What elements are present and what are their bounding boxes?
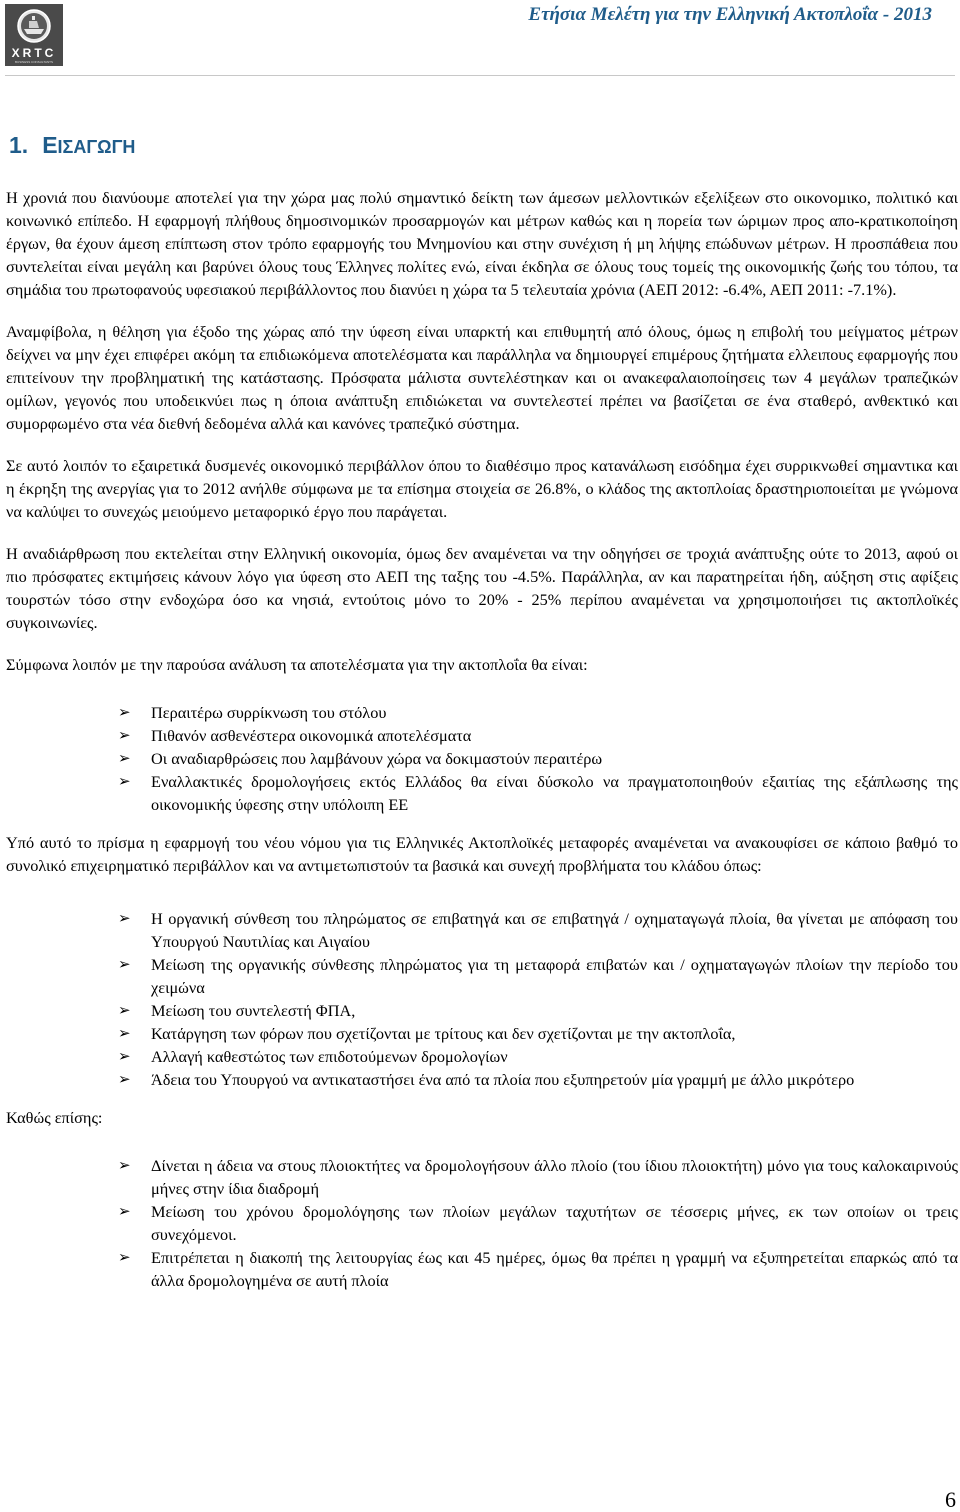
results-list (6, 701, 958, 816)
paragraph-new-law: Υπό αυτό το πρίσμα η εφαρμογή του νέου νόμου για τις Ελληνικές Ακτοπλοϊκές μεταφορές αναμένεται να ανακουφίσει σε κάποιο βαθμό το συνολικό επιχειρηματικό περιβάλλον και να αντιμετωπιστούν τα βασικά και συνεχή προβλήματα του κλάδου όπως: (6, 833, 958, 875)
section-title-rest: ΙΣΑΓΩΓΗ (57, 137, 136, 157)
list-item: ➢ Επιτρέπεται η διακοπή της λειτουργίας έως και 45 ημέρες, όμως θα πρέπει η γραμμή να εξυπηρετείται επαρκώς από τα άλλα δρομολογημένα σε αυτή πλοία (118, 1246, 958, 1292)
section-number: 1. (9, 132, 29, 158)
list-item: ➢ Άδεια του Υπουργού να αντικαταστήσει ένα από τα πλοία που εξυπηρετούν μία γραμμή με άλλο μικρότερο (118, 1068, 958, 1091)
paragraph-economy: Σε αυτό λοιπόν το εξαιρετικά δυσμενές οικονομικό περιβάλλον όπου το διαθέσιμο προς κατανάλωση εισόδημα έχει συρρικνωθεί σημαντικα και η έκρηξη της ανεργίας για το 2012 ανήλθε σύμφωνα με τα επίσημα στοιχεία σε 26.8%, ο κλάδος της ακτοπλοίας δραστηριοποιείται με γνώμονα να καλύψει το συνεχώς μειούμενο μεταφορικό έργο που παράγεται. (6, 456, 958, 521)
document-body (6, 186, 958, 1307)
logo-text: XRTC (11, 46, 57, 60)
paragraph-restructuring: Η αναδιάρθρωση που εκτελείται στην Ελληνική οικονομία, όμως δεν αναμένεται να την οδηγήσει σε τροχιά ανάπτυξης ούτε το 2013, αφού οι πιο πρόσφατες εκτιμήσεις κάνουν λόγο για ύφεση στο ΑΕΠ της ταξης του -4.5%. Παράλληλα, αν και παρατηρείται ήδη, αύξηση στις αφίξεις τουρστών τόσο στην ενδοχώρα όσο κα νησιά, εντούτοις μόνο το 20% - 25% περίπου αναμένεται να χρησιμοποιήσει τις ακτοπλοϊκές συγκοινωνίες. (6, 544, 958, 632)
paragraph-recession: Αναμφίβολα, η θέληση για έξοδο της χώρας από την ύφεση είναι υπαρκτή και επιθυμητή από όλους, όμως η επιβολή του μείγματος μέτρων δείχνει να μην έχει επιφέρει ακόμη τα επιδιωκόμενα αποτελέσματα και παράλληλα να δημιουργεί επιμέρους ζητήματα ελλειπους εφαρμογής που επιτείνουν την προβληματική της κατάστασης. Πρόσφατα μάλιστα συντελέστηκαν και οι ανακεφαλαιοποίησεις των 4 μεγάλων τραπεζικών ομίλων, γεγονός που υποδεικνύει πως η όποια ανάπτυξη επιδιώκεται να συντελεστεί πρέπει να βασίζεται σε ένα σταθερό, ανθεκτικό και συμορφωμένο στα νέα διεθνή δεδομένα αλλά και κανόνες τραπεζικό σύστημα. (6, 322, 958, 433)
list-item: ➢ Δίνεται η άδεια να στους πλοιοκτήτες να δρομολογήσουν άλλο πλοίο (του ίδιου πλοιοκτήτη) μόνο για τους καλοκαιρινούς μήνες στην ίδια διαδρομή (118, 1154, 958, 1200)
logo-subtext: BUSINESS CONSULTANTS (15, 60, 53, 64)
list-item: ➢ Αλλαγή καθεστώτος των επιδοτούμενων δρομολογίων (118, 1045, 958, 1068)
additional-list (6, 1154, 958, 1292)
running-header-title: Ετήσια Μελέτη για την Ελληνική Ακτοπλοΐα - 2013 (528, 4, 932, 25)
paragraph-results-intro: Σύμφωνα λοιπόν με την παρούσα ανάλυση τα αποτελέσματα για την ακτοπλοΐα θα είναι: (6, 655, 588, 674)
page-number: 6 (945, 1487, 956, 1512)
paragraph-intro: Η χρονιά που διανύουμε αποτελεί για την χώρα μας πολύ σημαντικό δείκτη των άμεσων μελλοντικών εξελίξεων στο οικονομικο, πολιτικό και κοινωνικό επίπεδο. Η εφαρμογή πλήθους δημοσινομικών προσαρμογών και μέτρων καθώς και η πορεία των ώριμων προς απο-κρατικοποίηση έργων, θα έχουν άμεση επίπτωση στον τρόπο εφαρμογής του Μνημονίου και στην συνέχιση ή μη λήψης επώδυνων μέτρων. Η προσπάθεια που συντελείται είναι μεγάλη και βαρύνει όλους τους Έλληνες πολίτες ενώ, είναι έκδηλα σε όλους τους τομείς της οικονομικής ζωής του τόπου, τα σημάδια του πρωτοφανούς υφεσιακού περιβάλλοντος που διανύει η χώρα τα 5 τελευταία χρόνια (ΑΕΠ 2012: -6.4%, ΑΕΠ 2011: -7.1%). (6, 188, 958, 299)
list-item: ➢ Μείωση της οργανικής σύνθεσης πληρώματος για τη μεταφορά επιβατών και / οχηματαγωγών πλοίων την περίοδο του χειμώνα (118, 953, 958, 999)
list-item: ➢ Κατάργηση των φόρων που σχετίζονται με τρίτους και δεν σχετίζονται με την ακτοπλοΐα, (118, 1022, 958, 1045)
header-divider (5, 75, 955, 76)
list-item: ➢ Εναλλακτικές δρομολογήσεις εκτός Ελλάδος θα είναι δύσκολο να πραγματοποιηθούν εξαιτίας της εξάπλωσης της οικονομικής ύφεσης στην υπόλοιπη ΕΕ (118, 770, 958, 816)
measures-list (6, 907, 958, 1091)
list-item: ➢ Μείωση του συντελεστή ΦΠΑ, (118, 999, 958, 1022)
section-title-initial: Ε (42, 132, 58, 158)
company-logo (5, 4, 63, 66)
list-item: ➢ Μείωση του χρόνου δρομολόγησης των πλοίων μεγάλων ταχυτήτων σε τέσσερις μήνες, εκ των οποίων οι τρεις συνεχόμενοι. (118, 1200, 958, 1246)
section-heading (9, 130, 135, 162)
list-item: ➢ Πιθανόν ασθενέστερα οικονομικά αποτελέσματα (118, 724, 958, 747)
list-item: ➢ Οι αναδιαρθρώσεις που λαμβάνουν χώρα να δοκιμαστούν περαιτέρω (118, 747, 958, 770)
ship-emblem-icon (17, 9, 51, 43)
list-item: ➢ Η οργανική σύνθεση του πληρώματος σε επιβατηγά και σε επιβατηγά / οχηματαγωγά πλοία, θα γίνεται με απόφαση του Υπουργού Ναυτιλίας και Αιγαίου (118, 907, 958, 953)
list-item: ➢ Περαιτέρω συρρίκνωση του στόλου (118, 701, 958, 724)
paragraph-also-label: Καθώς επίσης: (6, 1108, 103, 1127)
